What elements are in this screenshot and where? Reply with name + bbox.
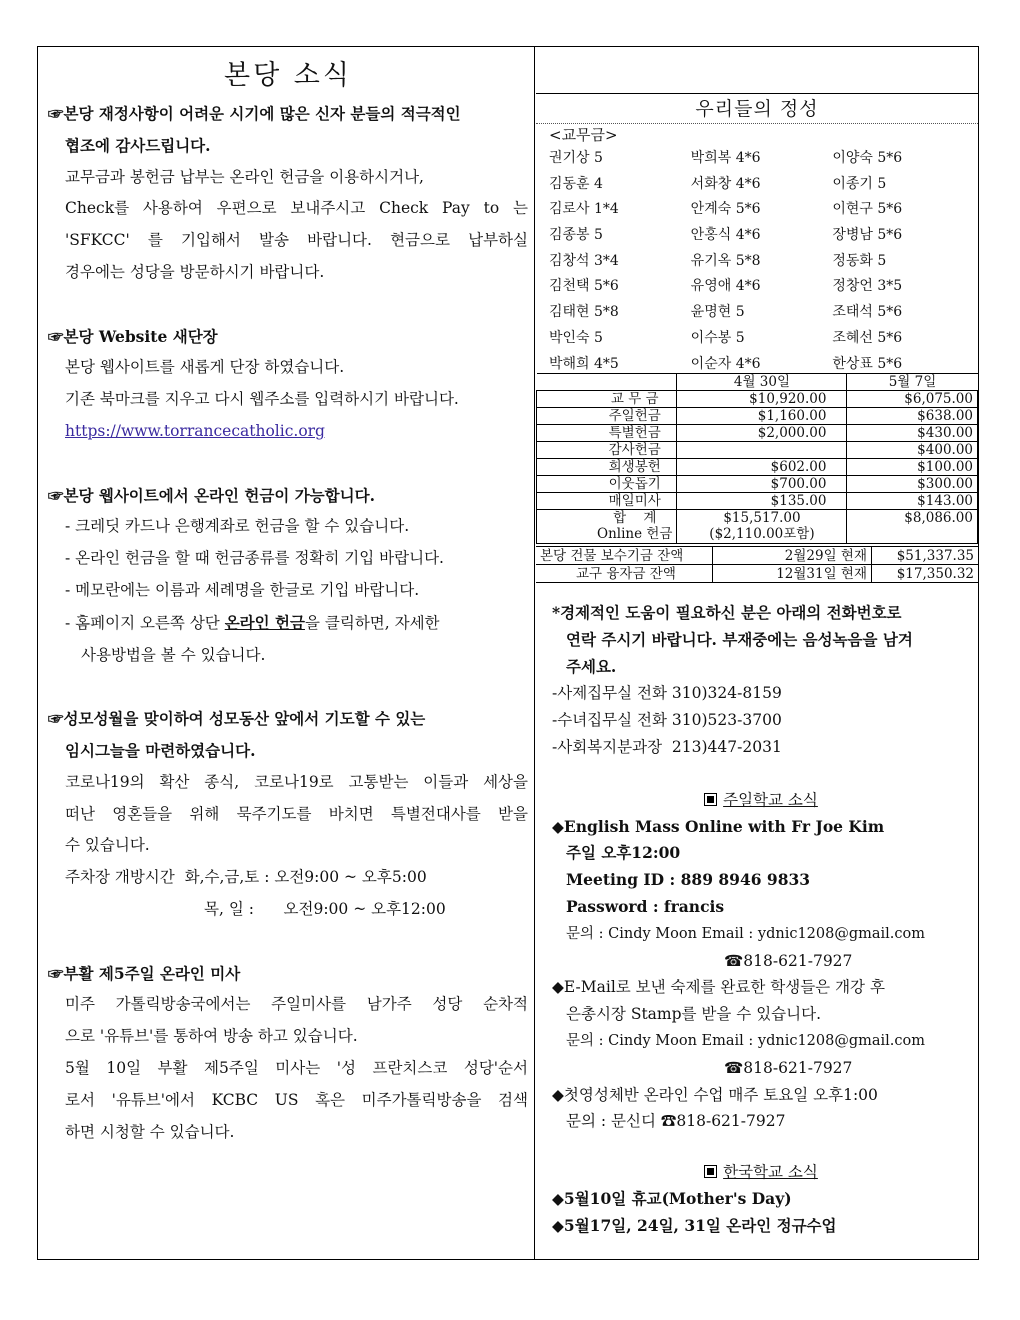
easter-mass-line: 으로 '유튜브'를 통하여 방송 하고 있습니다. [65, 1027, 358, 1046]
finance-heading-2: 협조에 감사드립니다. [65, 135, 211, 155]
parking-hours-1: 주차장 개방시간 화,수,금,토 : 오전9:00 ~ 오후5:00 [65, 868, 427, 887]
phone-line: -사제집무실 전화 310)324-8159 [552, 684, 782, 703]
korean-school-title: 한국학교 소식 [552, 1159, 970, 1186]
marian-line: 수 있습니다. [65, 836, 150, 855]
finance-table [536, 373, 978, 544]
donor-row: 김종봉 5 안홍식 4*6 장병남 5*6 [549, 227, 903, 244]
phone-line: ☎818-621-7927 [724, 951, 853, 970]
donor-row: 권기상 5 박희복 4*6 이양숙 5*6 [549, 150, 903, 166]
finance-total-row [537, 510, 978, 544]
page-title: 본당 소식 [224, 60, 352, 91]
website-heading: ☞본당 Website 새단장 [48, 326, 218, 346]
offerings-title: 우리들의 정성 [695, 98, 819, 120]
finance-row: 특별헌금 $2,000.00 $430.00 [537, 425, 978, 442]
finance-row: 주일헌금 $1,160.00 $638.00 [537, 408, 978, 425]
finance-row: 교 무 금 $10,920.00 $6,075.00 [537, 391, 978, 408]
website-line: 본당 웹사이트를 새롭게 단장 하였습니다. [65, 358, 345, 377]
square-bullet-icon [704, 793, 717, 806]
column-divider [534, 46, 535, 1260]
balance-table [536, 546, 978, 583]
right-header-rule [536, 93, 978, 94]
contact-line: 문의 : Cindy Moon Email : ydnic1208@gmail.com [566, 1032, 926, 1049]
balance-row: 교구 융자금 잔액 12월31일 현재 $17,350.32 [536, 565, 978, 583]
total-v1: $15,517.00 [723, 510, 801, 526]
website-link[interactable]: https://www.torrancecatholic.org [65, 421, 325, 440]
finance-line: Check를 사용하여 우편으로 보내주시고 Check Pay to 는 [65, 199, 528, 218]
square-bullet-icon [704, 1165, 717, 1178]
online-giving-item: - 크레딧 카드나 은행계좌로 헌금을 할 수 있습니다. [65, 517, 410, 536]
left-column [48, 52, 528, 1148]
online-giving-item: - 메모란에는 이름과 세례명을 한글로 기입 바랍니다. [65, 580, 420, 599]
balance-row: 본당 건물 보수기금 잔액 2월29일 현재 $51,337.35 [536, 547, 978, 565]
donor-row: 김창석 3*4 유기옥 5*8 정동화 5 [549, 252, 887, 269]
sunday-school-title: 주일학교 소식 [552, 787, 970, 814]
help-line: *경제적인 도움이 필요하신 분은 아래의 전화번호로 [552, 603, 902, 622]
total-v2: $8,086.00 [847, 510, 978, 544]
contact-line: 문의 : Cindy Moon Email : ydnic1208@gmail.com [566, 925, 926, 942]
col-header: 4월 30일 [677, 374, 847, 391]
finance-row: 이웃돕기 $700.00 $300.00 [537, 476, 978, 493]
help-line: 주세요. [566, 656, 617, 676]
finance-line: 경우에는 성당을 방문하시기 바랍니다. [65, 262, 325, 281]
online-giving-link[interactable]: 온라인 헌금 [224, 612, 305, 632]
total-label: 합 계 [613, 510, 657, 526]
donor-row: 박해희 4*5 이순자 4*6 한상표 5*6 [549, 355, 903, 372]
donor-row: 김태현 5*8 윤명현 5 조태석 5*6 [549, 304, 903, 321]
phone-line: -수녀집무실 전화 310)523-3700 [552, 711, 782, 730]
website-line: 기존 북마크를 지우고 다시 웹주소를 입력하시기 바랍니다. [65, 390, 459, 409]
donor-row: 김로사 1*4 안계숙 5*6 이현구 5*6 [549, 201, 903, 218]
easter-mass-line: 하면 시청할 수 있습니다. [65, 1122, 235, 1141]
col-header: 5월 7일 [847, 374, 978, 391]
parking-hours-2: 목, 일 : 오전9:00 ~ 오후12:00 [204, 899, 446, 918]
finance-row: 감사헌금 $400.00 [537, 442, 978, 459]
gift-heading: <교무금> [549, 126, 618, 144]
finance-line: 'SFKCC' 를 기입해서 발송 바랍니다. 현금으로 납부하실 [65, 231, 528, 250]
easter-mass-line: 미주 가톨릭방송국에서는 주일미사를 남가주 성당 순차적 [65, 995, 528, 1014]
finance-line: 교무금과 봉헌금 납부는 온라인 헌금을 이용하시거나, [65, 167, 424, 186]
online-giving-item: - 온라인 헌금을 할 때 헌금종류를 정확히 기입 바랍니다. [65, 549, 444, 568]
easter-mass-line: 5월 10일 부활 제5주일 미사는 '성 프란치스코 성당'순서 [65, 1058, 528, 1077]
donor-row: 김동훈 4 서화창 4*6 이종기 5 [549, 175, 887, 192]
phone-line: -사회복지분과장 213)447-2031 [552, 737, 782, 756]
finance-heading-1: ☞본당 재정사항이 어려운 시기에 많은 신자 분들의 적극적인 [48, 104, 461, 123]
online-giving-heading: ☞본당 웹사이트에서 온라인 헌금이 가능합니다. [48, 485, 375, 505]
finance-row: 희생봉헌 $602.00 $100.00 [537, 459, 978, 476]
marian-line: 코로나19의 확산 종식, 코로나19로 고통받는 이들과 세상을 [65, 772, 528, 791]
donor-names [549, 146, 974, 377]
online-v1: ($2,110.00포함) [709, 526, 815, 542]
marian-heading-1: ☞성모성월을 맞이하여 성모동산 앞에서 기도할 수 있는 [48, 709, 426, 729]
online-label: Online 헌금 [597, 526, 673, 542]
help-line: 연락 주시기 바랍니다. 부재중에는 음성녹음을 남겨 [566, 629, 913, 649]
online-giving-item: 사용방법을 볼 수 있습니다. [81, 645, 266, 664]
donor-row: 김천택 5*6 유영애 4*6 정창언 3*5 [549, 278, 903, 295]
marian-line: 떠난 영혼들을 위해 묵주기도를 바치면 특별전대사를 받을 [65, 804, 528, 823]
right-bottom-content: *경제적인 도움이 필요하신 분은 아래의 전화번호로 연락 주시기 바랍니다. 부재중에는 음성녹음을 남겨 주세요. -사제집무실 전화 310)324-8159 -수녀집무실 전화 310)523-3700 -사회복지분과장 213)447-2031 주일학교 소식 ◆English Mass Online with Fr Joe Kim 주일 오후12:00 Meeting ID : 889 8946 9833 Password : francis 문의 : Cindy Moon Email : ydnic1208@gmail.com ☎818-621-7927 ◆E-Mail로 보낸 숙제를 완료한 학생들은 개강 후 은총시장 Stamp를 받을 수 있습니다. 문의 : Cindy Moon Email : ydnic1208@gmail.com ☎818-621-7927 ◆첫영성체반 온라인 수업 매주 토요일 오후1:00 문의 : 문신디 ☎818-621-7927 한국학교 소식 ◆5월10일 휴교(Mother's Day) ◆5월17일, 24일, 31일 온라인 정규수업 [552, 600, 970, 1240]
easter-mass-heading: ☞부활 제5주일 온라인 미사 [48, 963, 241, 983]
online-giving-item: - 홈페이지 오른쪽 상단 온라인 헌금을 클릭하면, 자세한 [65, 612, 440, 632]
phone-line: ☎818-621-7927 [724, 1058, 853, 1077]
easter-mass-line: 로서 '유튜브'에서 KCBC US 혹은 미주가톨릭방송을 검색 [65, 1090, 528, 1109]
finance-header-row [537, 374, 978, 391]
finance-row: 매일미사 $135.00 $143.00 [537, 493, 978, 510]
marian-heading-2: 임시그늘을 마련하였습니다. [65, 740, 256, 760]
donor-row: 박인숙 5 이수봉 5 조혜선 5*6 [549, 329, 903, 346]
